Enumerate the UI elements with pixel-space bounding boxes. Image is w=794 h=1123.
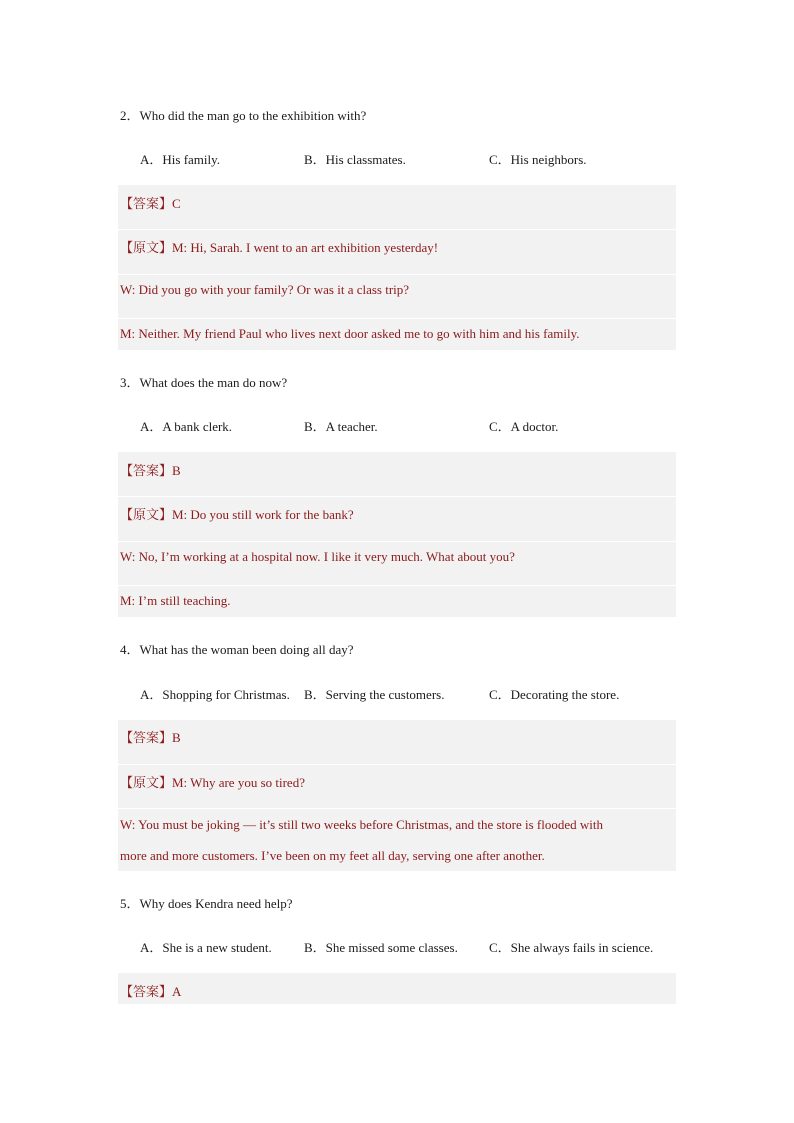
q5-answer: 【答案】A bbox=[120, 984, 182, 999]
q5-option-b: B．She missed some classes. bbox=[304, 940, 458, 955]
q3-option-b: B．A teacher. bbox=[304, 419, 378, 434]
q3-script-line-3: M: I’m still teaching. bbox=[120, 593, 231, 608]
q2-option-b: B．His classmates. bbox=[304, 152, 406, 167]
q2-script-line-3: M: Neither. My friend Paul who lives next door asked me to go with him and his family. bbox=[120, 326, 580, 341]
q4-option-a: A．Shopping for Christmas. bbox=[140, 687, 290, 702]
q2-script-line-1: 【原文】M: Hi, Sarah. I went to an art exhibition yesterday! bbox=[120, 240, 439, 255]
q4-option-c: C．Decorating the store. bbox=[489, 687, 620, 702]
q4-script-line-3: more and more customers. I’ve been on my feet all day, serving one after another. bbox=[120, 848, 545, 863]
q3-script-line-2: W: No, I’m working at a hospital now. I like it very much. What about you? bbox=[120, 549, 515, 564]
q2-answer: 【答案】C bbox=[120, 196, 181, 211]
q5-option-c: C．She always fails in science. bbox=[489, 940, 654, 955]
q4-script-line-2: W: You must be joking — it’s still two weeks before Christmas, and the store is flooded with bbox=[120, 817, 604, 832]
q2-script-line-2: W: Did you go with your family? Or was it a class trip? bbox=[120, 282, 410, 297]
question-3: 3．What does the man do now? bbox=[120, 375, 288, 390]
question-5: 5．Why does Kendra need help? bbox=[120, 896, 293, 911]
question-4: 4．What has the woman been doing all day? bbox=[120, 642, 354, 657]
q5-option-a: A．She is a new student. bbox=[140, 940, 272, 955]
q4-answer: 【答案】B bbox=[120, 730, 181, 745]
q4-option-b: B．Serving the customers. bbox=[304, 687, 445, 702]
q3-option-c: C．A doctor. bbox=[489, 419, 559, 434]
question-2: 2．Who did the man go to the exhibition with? bbox=[120, 108, 367, 123]
q3-answer: 【答案】B bbox=[120, 463, 181, 478]
q3-option-a: A．A bank clerk. bbox=[140, 419, 233, 434]
q2-option-c: C．His neighbors. bbox=[489, 152, 587, 167]
q4-script-line-1: 【原文】M: Why are you so tired? bbox=[120, 775, 305, 790]
q5-answer-block bbox=[118, 973, 676, 1004]
q3-script-line-1: 【原文】M: Do you still work for the bank? bbox=[120, 507, 354, 522]
q2-option-a: A．His family. bbox=[140, 152, 221, 167]
